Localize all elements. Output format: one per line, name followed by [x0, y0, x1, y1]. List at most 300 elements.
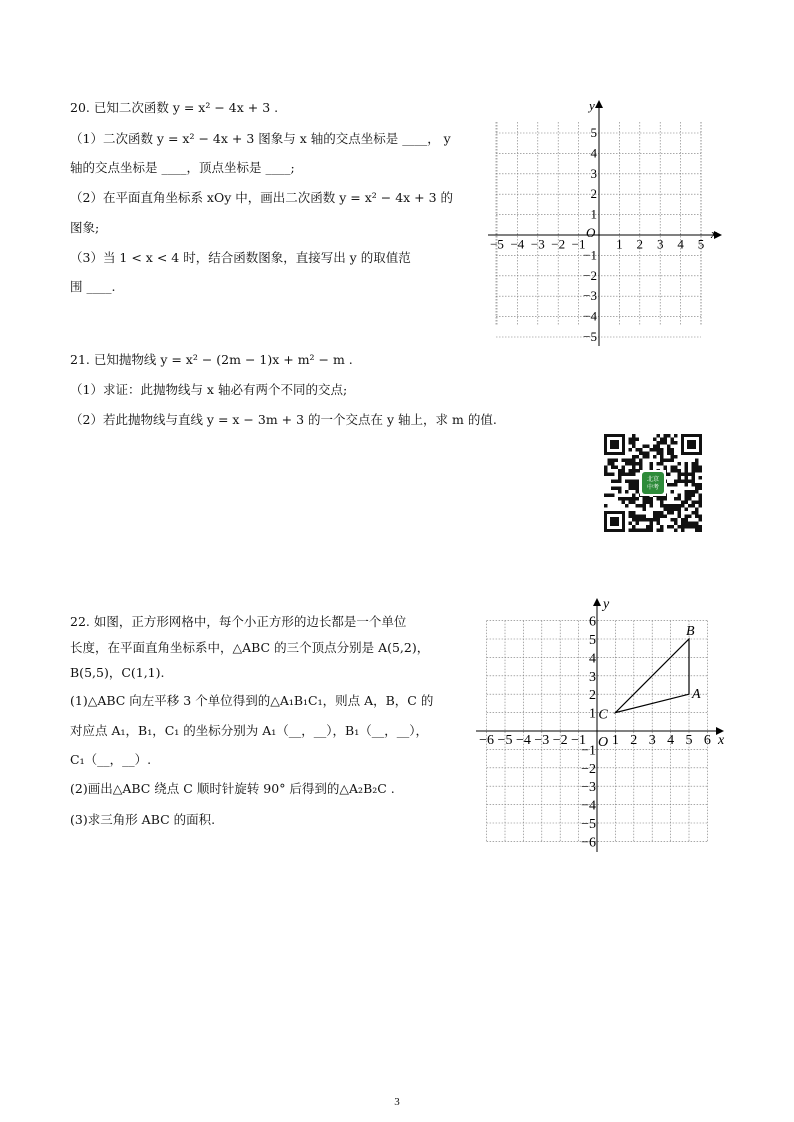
qr-module	[685, 525, 689, 529]
qr-module	[681, 518, 685, 522]
qr-module	[685, 522, 689, 526]
q22-line1: 22. 如图，正方形网格中，每个小正方形的边长都是一个单位	[70, 614, 407, 629]
x-tick-label: 4	[677, 236, 684, 252]
qr-module	[685, 462, 689, 466]
qr-module	[674, 469, 678, 473]
qr-module	[678, 462, 682, 466]
qr-module	[611, 494, 615, 498]
qr-module	[699, 497, 703, 501]
qr-module	[674, 441, 678, 445]
qr-module	[625, 490, 629, 494]
qr-module	[622, 497, 626, 501]
y-tick-label: 3	[590, 165, 597, 181]
qr-module	[664, 466, 668, 470]
qr-module	[643, 529, 647, 533]
x-tick-label: 5	[697, 236, 705, 252]
x-tick-label: 4	[667, 732, 675, 748]
q22-line4: (1)△ABC 向左平移 3 个单位得到的△A₁B₁C₁，则点 A，B，C 的	[70, 693, 434, 708]
qr-module	[660, 525, 664, 529]
y-tick-label: 5	[589, 633, 596, 648]
qr-module	[688, 497, 692, 501]
qr-module	[674, 504, 678, 508]
qr-module	[678, 497, 682, 501]
qr-module	[671, 466, 675, 470]
qr-module	[650, 497, 654, 501]
qr-module	[681, 504, 685, 508]
qr-module	[636, 515, 640, 519]
qr-module	[699, 483, 703, 487]
qr-module	[681, 525, 685, 529]
qr-module	[657, 497, 661, 501]
q20-line4: （2）在平面直角坐标系 xOy 中，画出二次函数 y = x² − 4x + 3 的	[70, 190, 454, 205]
qr-module	[653, 515, 657, 519]
qr-module	[674, 529, 678, 533]
qr-module	[629, 497, 633, 501]
x-tick-label: −3	[534, 732, 550, 748]
qr-module	[660, 455, 664, 459]
qr-module	[618, 473, 622, 477]
qr-module	[636, 497, 640, 501]
qr-module	[636, 522, 640, 526]
qr-module	[681, 480, 685, 484]
qr-module	[685, 494, 689, 498]
q22-line3: B(5,5)，C(1,1).	[70, 665, 165, 680]
qr-module	[681, 529, 685, 533]
qr-module	[692, 473, 696, 477]
qr-module	[688, 480, 692, 484]
qr-module	[625, 497, 629, 501]
qr-module	[699, 487, 703, 491]
qr-module	[678, 480, 682, 484]
qr-module	[685, 480, 689, 484]
qr-module	[646, 501, 650, 505]
y-tick-label: −4	[583, 308, 597, 324]
y-tick-label: 1	[590, 206, 597, 222]
qr-module	[650, 529, 654, 533]
qr-module	[671, 518, 675, 522]
q22-line5: 对应点 A₁，B₁，C₁ 的坐标分别为 A₁（__，__），B₁（__，__），	[70, 723, 428, 738]
y-tick-label: −2	[581, 761, 596, 777]
qr-module	[664, 515, 668, 519]
qr-module	[685, 518, 689, 522]
qr-module	[685, 497, 689, 501]
q20-x-tick-labels	[490, 237, 704, 252]
y-tick-label: 5	[590, 125, 597, 140]
qr-module	[695, 462, 699, 466]
qr-module	[674, 480, 678, 484]
qr-module	[653, 511, 657, 515]
qr-module	[660, 462, 664, 466]
qr-module	[636, 438, 640, 442]
qr-module	[664, 504, 668, 508]
qr-module	[636, 469, 640, 473]
y-tick-label: −1	[581, 743, 596, 759]
qr-module	[688, 494, 692, 498]
qr-module	[632, 525, 636, 529]
qr-module	[657, 522, 661, 526]
qr-module	[622, 469, 626, 473]
qr-module	[681, 473, 685, 477]
q22-y-axis-arrow	[593, 598, 601, 606]
y-tick-label: 4	[590, 145, 597, 161]
qr-module	[618, 487, 622, 491]
q21-line1: 21. 已知抛物线 y = x² − (2m − 1)x + m² − m .	[70, 352, 353, 367]
x-tick-label: 3	[656, 236, 664, 252]
qr-module	[632, 497, 636, 501]
q20-line1: 20. 已知二次函数 y = x² − 4x + 3 .	[70, 100, 279, 115]
qr-module	[639, 466, 643, 470]
qr-module	[611, 462, 615, 466]
qr-module	[692, 476, 696, 480]
qr-module	[678, 525, 682, 529]
q20-x-label: x	[711, 226, 717, 241]
qr-module	[639, 448, 643, 452]
qr-module	[615, 487, 619, 491]
qr-module	[643, 515, 647, 519]
qr-module	[660, 441, 664, 445]
qr-module	[643, 518, 647, 522]
qr-module	[632, 469, 636, 473]
qr-module	[678, 508, 682, 512]
qr-module	[674, 483, 678, 487]
q22-coordinate-grid	[470, 594, 732, 856]
q20-line7: 围 ____.	[70, 279, 116, 294]
qr-module	[608, 473, 612, 477]
qr-module	[629, 480, 633, 484]
qr-center-text-2: 中考	[646, 485, 660, 491]
y-tick-label: −3	[583, 288, 597, 304]
qr-module	[639, 462, 643, 466]
qr-module	[660, 529, 664, 533]
qr-module	[657, 529, 661, 533]
qr-module	[692, 480, 696, 484]
x-tick-label: −5	[497, 732, 513, 748]
qr-module	[639, 459, 643, 463]
qr-module	[692, 483, 696, 487]
qr-module	[622, 466, 626, 470]
qr-module	[671, 448, 675, 452]
qr-module	[681, 501, 685, 505]
qr-module	[699, 469, 703, 473]
qr-module	[692, 522, 696, 526]
qr-module	[632, 518, 636, 522]
qr-module	[618, 490, 622, 494]
qr-module	[608, 462, 612, 466]
qr-module	[632, 501, 636, 505]
qr-module	[604, 466, 608, 470]
qr-module	[615, 466, 619, 470]
qr-module	[622, 501, 626, 505]
vertex-label-b: B	[686, 624, 695, 639]
x-tick-label: 5	[685, 732, 693, 748]
x-tick-label: −4	[515, 732, 531, 748]
qr-module	[611, 459, 615, 463]
qr-module	[699, 466, 703, 470]
qr-module	[657, 452, 661, 456]
qr-module	[664, 441, 668, 445]
qr-module	[629, 529, 633, 533]
x-tick-label: −6	[479, 732, 495, 748]
qr-module	[674, 455, 678, 459]
qr-module	[667, 504, 671, 508]
qr-module	[685, 490, 689, 494]
qr-module	[678, 469, 682, 473]
qr-module	[678, 511, 682, 515]
qr-module	[678, 494, 682, 498]
qr-module	[688, 515, 692, 519]
qr-module	[671, 483, 675, 487]
qr-module	[695, 529, 699, 533]
qr-module	[632, 480, 636, 484]
qr-module	[685, 466, 689, 470]
qr-module	[632, 515, 636, 519]
y-tick-label: −5	[581, 817, 596, 832]
qr-module	[604, 504, 608, 508]
qr-module	[639, 515, 643, 519]
qr-module	[646, 455, 650, 459]
qr-module	[671, 452, 675, 456]
y-tick-label: −3	[581, 780, 596, 796]
q22-line8: (3)求三角形 ABC 的面积.	[70, 812, 216, 827]
qr-module	[639, 504, 643, 508]
qr-module	[629, 515, 633, 519]
qr-module	[692, 504, 696, 508]
qr-module	[660, 497, 664, 501]
qr-module	[636, 518, 640, 522]
y-tick-label: 3	[589, 669, 596, 685]
qr-module	[664, 497, 668, 501]
qr-module	[671, 455, 675, 459]
qr-module	[608, 494, 612, 498]
qr-module	[692, 494, 696, 498]
qr-module	[674, 508, 678, 512]
qr-module	[674, 518, 678, 522]
qr-module	[611, 487, 615, 491]
qr-module	[611, 473, 615, 477]
qr-module	[660, 452, 664, 456]
qr-module	[632, 441, 636, 445]
x-tick-label: −4	[510, 236, 525, 252]
qr-module	[660, 501, 664, 505]
qr-module	[646, 445, 650, 449]
y-tick-label: 4	[589, 651, 596, 667]
qr-module	[636, 487, 640, 491]
qr-module	[650, 466, 654, 470]
qr-module	[695, 469, 699, 473]
qr-module	[629, 462, 633, 466]
qr-module	[643, 455, 647, 459]
qr-module	[629, 483, 633, 487]
q22-line6: C₁（__，__）.	[70, 752, 152, 767]
qr-module	[629, 473, 633, 477]
qr-module	[622, 459, 626, 463]
qr-module	[629, 511, 633, 515]
qr-module	[688, 490, 692, 494]
qr-module	[671, 511, 675, 515]
qr-module	[688, 504, 692, 508]
qr-module	[678, 476, 682, 480]
x-tick-label: 6	[703, 732, 711, 748]
qr-module	[671, 504, 675, 508]
qr-module	[695, 466, 699, 470]
y-tick-label: −2	[583, 267, 597, 283]
qr-module	[671, 490, 675, 494]
q20-line3: 轴的交点坐标是 ____，顶点坐标是 ____;	[70, 160, 295, 175]
qr-module	[660, 438, 664, 442]
qr-module	[618, 469, 622, 473]
qr-module	[657, 441, 661, 445]
q22-y-label: y	[603, 597, 610, 612]
y-tick-label: 6	[589, 614, 596, 630]
qr-module	[636, 490, 640, 494]
x-tick-label: 2	[636, 236, 644, 252]
qr-module	[695, 511, 699, 515]
qr-module	[636, 529, 640, 533]
y-tick-label: −5	[583, 329, 597, 344]
q22-x-label: x	[718, 733, 725, 748]
x-tick-label: −2	[551, 236, 566, 252]
x-tick-label: 1	[616, 236, 623, 252]
qr-module	[685, 476, 689, 480]
qr-module	[611, 480, 615, 484]
qr-module	[657, 518, 661, 522]
qr-module	[664, 508, 668, 512]
qr-module	[699, 494, 703, 498]
qr-module	[685, 473, 689, 477]
qr-module	[674, 434, 678, 438]
x-tick-label: −2	[552, 732, 568, 748]
qr-module	[653, 438, 657, 442]
qr-module	[639, 529, 643, 533]
qr-module	[643, 452, 647, 456]
qr-module	[695, 522, 699, 526]
qr-module	[629, 459, 633, 463]
qr-module	[625, 480, 629, 484]
qr-module	[692, 469, 696, 473]
qr-module	[692, 525, 696, 529]
qr-module	[664, 434, 668, 438]
x-tick-label: −5	[490, 236, 504, 252]
qr-module	[695, 501, 699, 505]
qr-module	[699, 518, 703, 522]
qr-module	[632, 434, 636, 438]
qr-module	[629, 448, 633, 452]
qr-module	[636, 504, 640, 508]
qr-module	[618, 476, 622, 480]
qr-module	[688, 473, 692, 477]
qr-module	[688, 522, 692, 526]
qr-module	[653, 518, 657, 522]
qr-module	[660, 515, 664, 519]
qr-module	[650, 518, 654, 522]
qr-module	[685, 515, 689, 519]
y-tick-label: 1	[589, 706, 596, 722]
qr-module	[632, 455, 636, 459]
y-tick-label: 2	[589, 688, 596, 704]
qr-module	[650, 448, 654, 452]
qr-module	[650, 501, 654, 505]
qr-module	[667, 459, 671, 463]
qr-module	[611, 466, 615, 470]
qr-module	[671, 459, 675, 463]
qr-module	[685, 508, 689, 512]
qr-module	[667, 473, 671, 477]
qr-module	[671, 441, 675, 445]
qr-module	[660, 448, 664, 452]
qr-module	[604, 469, 608, 473]
qr-module	[699, 504, 703, 508]
qr-module	[667, 483, 671, 487]
y-tick-label: −1	[583, 247, 597, 263]
qr-module	[699, 501, 703, 505]
qr-module	[650, 462, 654, 466]
q21-line3: （2）若此抛物线与直线 y = x − 3m + 3 的一个交点在 y 轴上，求 m 的值.	[70, 412, 497, 427]
qr-module	[632, 529, 636, 533]
qr-module	[629, 441, 633, 445]
qr-module	[632, 438, 636, 442]
qr-module	[681, 522, 685, 526]
qr-module	[660, 459, 664, 463]
qr-module	[657, 515, 661, 519]
y-tick-label: −6	[581, 835, 596, 851]
qr-module	[646, 452, 650, 456]
qr-module	[699, 525, 703, 529]
qr-module	[657, 448, 661, 452]
qr-module	[657, 511, 661, 515]
qr-module	[646, 525, 650, 529]
qr-module	[646, 518, 650, 522]
qr-module	[632, 473, 636, 477]
qr-module	[667, 448, 671, 452]
qr-module	[625, 504, 629, 508]
qr-module	[685, 469, 689, 473]
qr-module	[643, 508, 647, 512]
y-tick-label: 2	[590, 186, 597, 202]
qr-module	[667, 452, 671, 456]
qr-module	[667, 508, 671, 512]
qr-module	[604, 494, 608, 498]
qr-module	[674, 466, 678, 470]
qr-module	[692, 501, 696, 505]
qr-module	[685, 501, 689, 505]
qr-module	[699, 515, 703, 519]
qr-module	[643, 445, 647, 449]
qr-module	[646, 529, 650, 533]
qr-module	[667, 525, 671, 529]
qr-module	[622, 473, 626, 477]
qr-module	[699, 529, 703, 533]
qr-module	[667, 445, 671, 449]
qr-module	[636, 448, 640, 452]
qr-module	[678, 515, 682, 519]
qr-module	[632, 483, 636, 487]
qr-module	[664, 459, 668, 463]
x-tick-label: −1	[571, 732, 587, 748]
qr-module	[695, 525, 699, 529]
vertex-label-a: A	[692, 687, 701, 703]
qr-module	[639, 518, 643, 522]
qr-module	[650, 525, 654, 529]
x-tick-label: 3	[648, 732, 656, 748]
qr-module	[657, 434, 661, 438]
x-tick-label: 2	[630, 732, 638, 748]
qr-module	[657, 445, 661, 449]
qr-module	[636, 462, 640, 466]
qr-module	[678, 504, 682, 508]
qr-module	[674, 497, 678, 501]
qr-module	[674, 522, 678, 526]
x-tick-label: −1	[571, 236, 586, 252]
